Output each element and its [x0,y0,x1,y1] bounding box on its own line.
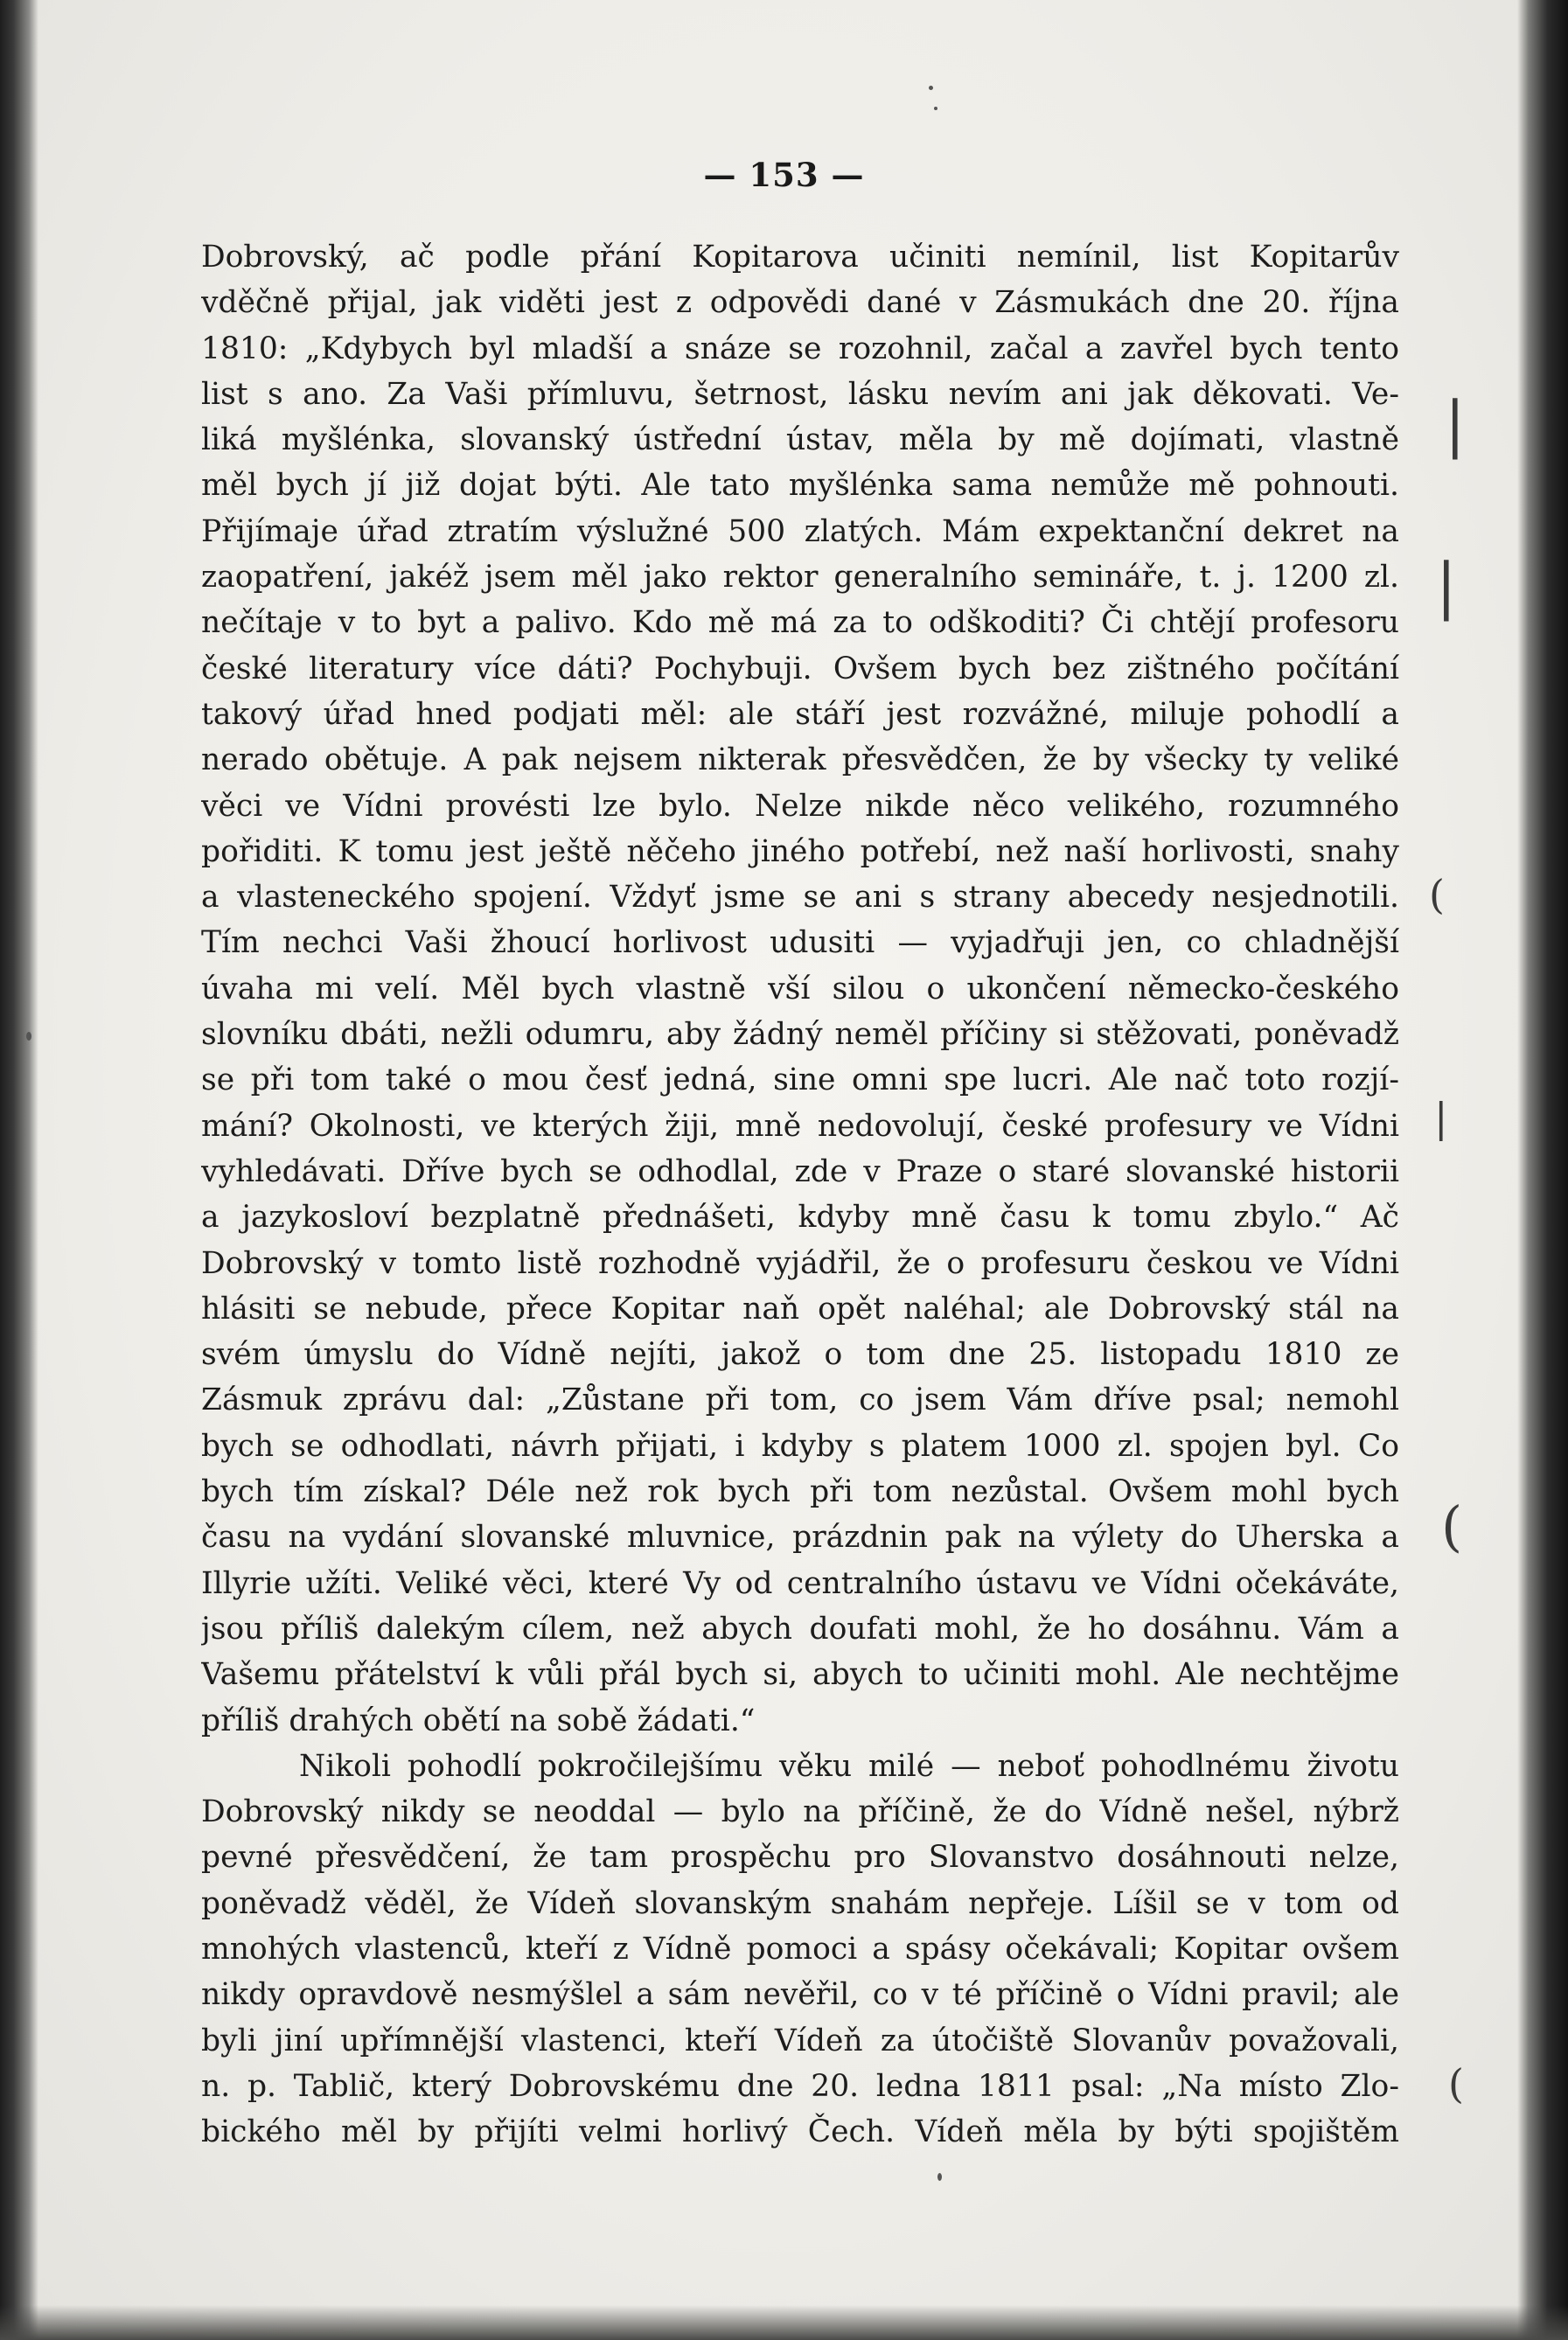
text-line: pořiditi. K tomu jest ještě něčeho jiného potřebí, než naší horlivosti, snahy [201,833,1399,869]
text-line: byli jiní upřímnější vlastenci, kteří Vídeň za útočiště Slovanův považovali, [201,2023,1399,2058]
text-line: se při tom také o mou česť jedná, sine omni spe lucri. Ale nač toto rozjí- [201,1062,1399,1098]
text-line: české literatury více dáti? Pochybuji. Ovšem bych bez zištného počítání [201,651,1399,686]
text-line: bického měl by přijíti velmi horlivý Čech. Vídeň měla by býti spojištěm [201,2114,1399,2150]
margin-mark: ( [1448,2060,1464,2107]
text-line: času na vydání slovanské mluvnice, prázdnin pak na výlety do Uherska a [201,1520,1399,1556]
text-line: a jazykosloví bezplatně přednášeti, kdyby mně času k tomu zbylo.“ Ač [201,1200,1399,1236]
text-line: zaopatření, jakéž jsem měl jako rektor generalního semináře, t. j. 1200 zl. [201,560,1399,595]
scan-shadow-right [1517,0,1568,2340]
text-line: věci ve Vídni provésti lze bylo. Nelze nikde něco velikého, rozumného [201,788,1399,824]
text-line: Dobrovský nikdy se neoddal — bylo na příčině, že do Vídně nešel, nýbrž [201,1794,1399,1830]
scan-shadow-left [0,0,38,2340]
margin-mark: ( [1429,871,1445,918]
text-line: nerado obětuje. A pak nejsem nikterak přesvědčen, že by všecky ty veliké [201,742,1399,778]
scan-speck [26,1032,31,1041]
text-line: Nikoli pohodlí pokročilejšímu věku milé — neboť pohodlnému životu [299,1748,1399,1784]
margin-mark: | [1436,550,1457,622]
text-line: 1810: „Kdybych byl mladší a snáze se rozohnil, začal a zavřel bych tento [201,331,1399,366]
text-line: nečítaje v to byt a palivo. Kdo mě má za to odškoditi? Či chtějí profesoru [201,605,1399,641]
text-line: Dobrovský, ač podle přání Kopitarova učiniti nemínil, list Kopitarův [201,240,1399,275]
text-line: svém úmyslu do Vídně nejíti, jakož o tom dne 25. listopadu 1810 ze [201,1337,1399,1373]
scan-speck [934,107,937,110]
text-line: Přijímaje úřad ztratím výslužné 500 zlatých. Mám expektanční dekret na [201,513,1399,549]
scan-speck [929,86,933,90]
text-line: jsou příliš dalekým cílem, než abych doufati mohl, že ho dosáhnu. Vám a [201,1611,1399,1647]
text-line: měl bych jí již dojat býti. Ale tato myšlénka sama nemůže mě pohnouti. [201,468,1399,504]
scan-speck [937,2173,942,2181]
text-line: mnohých vlastenců, kteří z Vídně pomoci a spásy očekávali; Kopitar ovšem [201,1931,1399,1967]
text-line: Illyrie užíti. Veliké věci, které Vy od centralního ústavu ve Vídni očekáváte, [201,1565,1399,1601]
margin-mark: | [1434,1094,1448,1141]
text-line: liká myšlénka, slovanský ústřední ústav, měla by mě dojímati, vlastně [201,422,1399,458]
text-line: Zásmuk zprávu dal: „Zůstane při tom, co jsem Vám dříve psal; nemohl [201,1382,1399,1418]
text-line: úvaha mi velí. Měl bych vlastně vší silou o ukončení německo-českého [201,971,1399,1006]
text-line: n. p. Tablič, který Dobrovskému dne 20. ledna 1811 psal: „Na místo Zlo- [201,2068,1399,2104]
text-line: a vlasteneckého spojení. Vždyť jsme se ani s strany abecedy nesjednotili. [201,880,1399,916]
text-line: list s ano. Za Vaši přímluvu, šetrnost, lásku nevím ani jak děkovati. Ve- [201,376,1399,412]
text-line: příliš drahých obětí na sobě žádati.“ [201,1703,756,1738]
text-line: bych se odhodlati, návrh přijati, i kdyby s platem 1000 zl. spojen byl. Co [201,1428,1399,1464]
scan-shadow-bottom [0,2305,1568,2340]
text-line: vděčně přijal, jak viděti jest z odpovědi dané v Zásmukách dne 20. října [201,285,1399,321]
text-line: Vašemu přátelství k vůli přál bych si, abych to učiniti mohl. Ale nechtějme [201,1657,1399,1693]
text-line: pevné přesvědčení, že tam prospěchu pro Slovanstvo dosáhnouti nelze, [201,1840,1399,1876]
text-line: slovníku dbáti, nežli odumru, aby žádný neměl příčiny si stěžovati, poněvadž [201,1017,1399,1053]
text-line: nikdy opravdově nesmýšlel a sám nevěřil, co v té příčině o Vídni pravil; ale [201,1977,1399,2013]
text-line: poněvadž věděl, že Vídeň slovanským snahám nepřeje. Líšil se v tom od [201,1885,1399,1921]
text-line: Tím nechci Vaši žhoucí horlivost udusiti — vyjadřuji jen, co chladnější [201,925,1399,961]
margin-mark: ( [1441,1494,1463,1558]
text-line: hlásiti se nebude, přece Kopitar naň opět naléhal; ale Dobrovský stál na [201,1291,1399,1327]
margin-mark: | [1445,388,1466,460]
text-line: takový úřad hned podjati měl: ale stáří jest rozvážné, miluje pohodlí a [201,696,1399,732]
page-number: — 153 — [703,156,865,194]
text-line: bych tím získal? Déle než rok bych při tom nezůstal. Ovšem mohl bych [201,1474,1399,1510]
body-text [201,234,1399,2155]
text-line: Dobrovský v tomto listě rozhodně vyjádřil, že o profesuru českou ve Vídni [201,1245,1399,1281]
text-line: vyhledávati. Dříve bych se odhodlal, zde v Praze o staré slovanské historii [201,1153,1399,1189]
text-line: mání? Okolnosti, ve kterých žiji, mně nedovolují, české profesury ve Vídni [201,1108,1399,1144]
